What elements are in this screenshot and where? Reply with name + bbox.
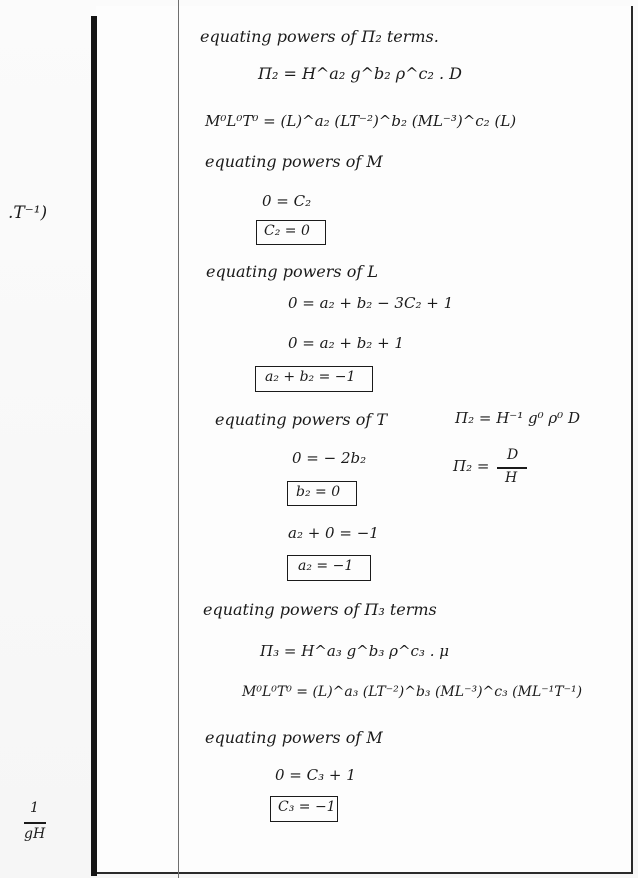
fraction-denominator: H xyxy=(505,470,518,486)
fraction-numerator: D xyxy=(507,447,519,463)
equation-pi2-definition: Π₂ = H^a₂ g^b₂ ρ^c₂ . D xyxy=(258,64,463,83)
heading-powers-m-2: equating powers of M xyxy=(205,728,383,747)
equation-dimensions-pi2: M⁰L⁰T⁰ = (L)^a₂ (LT⁻²)^b₂ (ML⁻³)^c₂ (L) xyxy=(205,112,517,130)
binding-edge xyxy=(91,16,97,876)
result-c2: C₂ = 0 xyxy=(264,223,310,239)
result-a2-plus-b2: a₂ + b₂ = −1 xyxy=(265,369,356,385)
edge-fraction-numerator: 1 xyxy=(30,800,39,816)
equation-a2-substitution: a₂ + 0 = −1 xyxy=(288,524,379,542)
equation-c3: 0 = C₃ + 1 xyxy=(275,766,356,784)
equation-t: 0 = − 2b₂ xyxy=(292,449,367,467)
edge-fragment-top: .T⁻¹) xyxy=(8,203,48,223)
result-a2: a₂ = −1 xyxy=(298,558,354,574)
margin-line xyxy=(178,0,179,878)
edge-fraction-bar xyxy=(24,822,46,824)
heading-pi3-terms: equating powers of Π₃ terms xyxy=(203,600,437,619)
edge-fraction-denominator: gH xyxy=(24,826,46,842)
heading-powers-t: equating powers of T xyxy=(215,410,388,429)
equation-pi2-final-lhs: Π₂ = xyxy=(453,457,490,475)
equation-pi3-definition: Π₃ = H^a₃ g^b₃ ρ^c₃ . μ xyxy=(260,642,449,660)
equation-pi2-substituted: Π₂ = H⁻¹ g⁰ ρ⁰ D xyxy=(455,409,580,427)
heading-powers-l: equating powers of L xyxy=(206,262,378,281)
heading-powers-m-1: equating powers of M xyxy=(205,152,383,171)
equation-dimensions-pi3: M⁰L⁰T⁰ = (L)^a₃ (LT⁻²)^b₃ (ML⁻³)^c₃ (ML⁻¹T⁻¹) xyxy=(242,684,583,700)
equation-c2-zero-eq: 0 = C₂ xyxy=(262,192,312,210)
heading-pi2-terms: equating powers of Π₂ terms. xyxy=(200,27,439,46)
equation-l-1: 0 = a₂ + b₂ − 3C₂ + 1 xyxy=(288,294,454,312)
result-c3: C₃ = −1 xyxy=(278,799,336,815)
result-b2: b₂ = 0 xyxy=(296,484,341,500)
fraction-bar xyxy=(497,467,527,469)
equation-l-2: 0 = a₂ + b₂ + 1 xyxy=(288,334,404,352)
